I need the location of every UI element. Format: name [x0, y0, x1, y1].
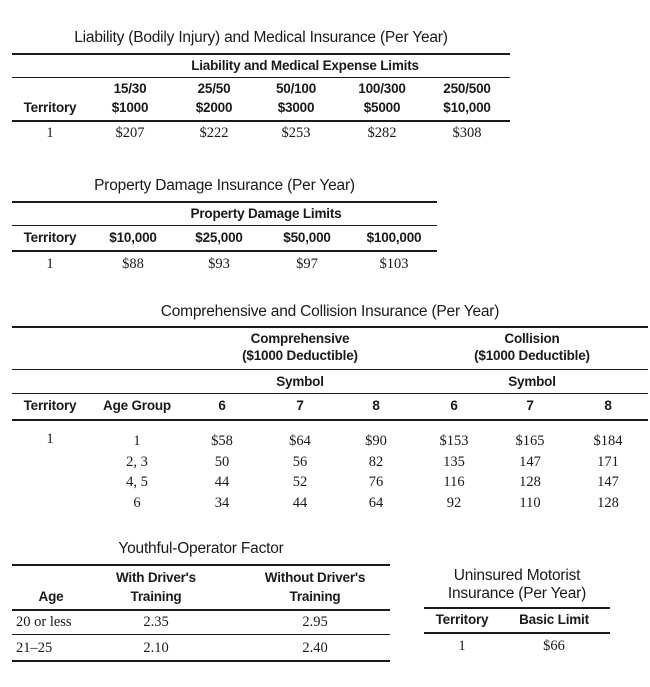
youthful-with-cell: 2.35	[143, 614, 169, 630]
collision-symbol-8-column	[582, 431, 634, 513]
liability-col-limit: 50/100	[275, 81, 317, 96]
liability-row-territory: 1	[46, 125, 54, 141]
comprehensive-cell: 52	[292, 474, 308, 490]
property-title: Property Damage Insurance (Per Year)	[94, 177, 355, 194]
youthful-header-rule	[12, 609, 390, 611]
comprehensive-cell: $90	[365, 433, 387, 449]
collision-deductible: ($1000 Deductible)	[474, 348, 590, 363]
comprehensive-cell: 64	[368, 494, 384, 511]
property-group-rule	[12, 225, 437, 226]
property-header-rule	[12, 250, 437, 252]
youthful-age-label: Age	[38, 589, 64, 604]
liability-cell: $207	[115, 125, 145, 141]
property-cell: $97	[296, 256, 318, 272]
comp-collision-title: Comprehensive and Collision Insurance (Per Year)	[160, 303, 500, 320]
symbol-col-header: 8	[372, 398, 380, 413]
comprehensive-cell: 44	[292, 494, 308, 511]
liability-cell: $222	[199, 125, 229, 141]
age-group-label: Age Group	[103, 398, 171, 413]
comprehensive-cell: $64	[289, 433, 311, 449]
comprehensive-cell: 56	[292, 453, 308, 470]
collision-cell: $184	[593, 433, 623, 449]
youthful-age-cell: 21–25	[16, 640, 53, 656]
comprehensive-cell: 76	[368, 474, 384, 490]
uninsured-basic-limit-cell: $66	[543, 638, 565, 654]
comp-collision-header-rule	[12, 419, 648, 421]
symbol-col-header: 7	[296, 398, 304, 413]
collision-cell: 92	[446, 494, 462, 511]
uninsured-header-rule	[424, 632, 610, 634]
property-group-header: Property Damage Limits	[190, 206, 342, 221]
age-group-cell: 4, 5	[126, 474, 148, 490]
property-top-rule	[12, 201, 437, 203]
liability-col-limit: 100/300	[358, 81, 406, 96]
age-group-column	[94, 431, 180, 513]
uninsured-territory-cell: 1	[458, 638, 466, 654]
comprehensive-cell: 34	[214, 494, 230, 511]
collision-symbol-label: Symbol	[508, 374, 556, 389]
comp-collision-top-rule	[12, 326, 648, 328]
comprehensive-cell: 82	[368, 453, 384, 470]
liability-cell: $282	[367, 125, 397, 141]
uninsured-title-2: Insurance (Per Year)	[447, 585, 587, 602]
uninsured-top-rule	[424, 607, 610, 609]
uninsured-territory-label: Territory	[435, 612, 489, 627]
without-training-header: Without Driver's	[264, 570, 366, 585]
uninsured-basic-limit-label: Basic Limit	[519, 612, 589, 627]
comprehensive-deductible: ($1000 Deductible)	[242, 348, 358, 363]
liability-col-deductible: $10,000	[443, 100, 491, 115]
liability-col-deductible: $5000	[363, 100, 401, 115]
liability-territory-label: Territory	[23, 100, 77, 115]
property-col-header: $25,000	[195, 230, 243, 245]
youthful-age-cell: 20 or less	[16, 614, 72, 630]
comprehensive-header: Comprehensive	[250, 331, 350, 346]
symbol-col-header: 6	[218, 398, 226, 413]
collision-symbol-7-column	[504, 431, 556, 513]
youthful-bottom-rule	[12, 660, 390, 662]
without-training-header-2: Training	[289, 589, 341, 604]
comprehensive-cell: 44	[214, 474, 230, 490]
collision-cell: $165	[515, 433, 545, 449]
with-training-header: With Driver's	[115, 570, 196, 585]
youthful-title: Youthful-Operator Factor	[118, 540, 284, 557]
age-group-cell: 2, 3	[126, 453, 148, 470]
liability-col-deductible: $2000	[195, 100, 233, 115]
symbol-col-header: 8	[604, 398, 612, 413]
liability-col-deductible: $3000	[277, 100, 315, 115]
property-col-header: $10,000	[109, 230, 157, 245]
collision-cell: 147	[519, 453, 541, 470]
collision-cell: 135	[443, 453, 465, 470]
youthful-with-cell: 2.10	[143, 640, 169, 656]
liability-col-limit: 25/50	[197, 81, 231, 96]
youthful-without-cell: 2.40	[302, 640, 328, 656]
youthful-row-rule	[12, 634, 390, 635]
comprehensive-symbol-label: Symbol	[276, 374, 324, 389]
uninsured-title: Uninsured Motorist	[453, 567, 581, 584]
liability-cell: $253	[281, 125, 311, 141]
collision-cell: 171	[597, 453, 619, 470]
age-group-cell: 6	[133, 494, 141, 511]
collision-cell: 128	[597, 494, 619, 511]
comp-collision-territory: 1	[46, 431, 54, 447]
liability-group-header: Liability and Medical Expense Limits	[191, 58, 419, 73]
liability-col-limit: 250/500	[443, 81, 491, 96]
comp-collision-territory-label: Territory	[23, 398, 77, 413]
comp-collision-group-rule	[12, 369, 648, 370]
property-cell: $103	[379, 256, 409, 272]
youthful-top-rule	[12, 564, 390, 566]
liability-header-rule	[12, 120, 510, 122]
property-col-header: $50,000	[283, 230, 331, 245]
liability-col-deductible: $1000	[111, 100, 149, 115]
liability-title: Liability (Bodily Injury) and Medical Insurance (Per Year)	[74, 29, 448, 46]
comprehensive-symbol-7-column	[278, 431, 322, 513]
property-territory-label: Territory	[23, 230, 77, 245]
collision-cell: 147	[597, 474, 619, 490]
liability-col-limit: 15/30	[113, 81, 147, 96]
youthful-without-cell: 2.95	[302, 614, 328, 630]
comprehensive-cell: 50	[214, 453, 230, 470]
liability-group-rule	[12, 77, 510, 78]
symbol-col-header: 6	[450, 398, 458, 413]
comprehensive-symbol-6-column	[200, 431, 244, 513]
comprehensive-cell: $58	[211, 433, 233, 449]
collision-header: Collision	[504, 331, 560, 346]
property-col-header: $100,000	[366, 230, 422, 245]
comp-collision-symbol-rule	[12, 393, 648, 394]
collision-cell: 116	[443, 474, 465, 490]
property-row-territory: 1	[46, 256, 54, 272]
collision-symbol-6-column	[428, 431, 480, 513]
collision-cell: $153	[439, 433, 469, 449]
symbol-col-header: 7	[526, 398, 534, 413]
age-group-cell: 1	[133, 433, 141, 449]
liability-top-rule	[12, 53, 510, 55]
property-cell: $88	[122, 256, 144, 272]
comprehensive-symbol-8-column	[354, 431, 398, 513]
with-training-header-2: Training	[130, 589, 182, 604]
property-cell: $93	[208, 256, 230, 272]
collision-cell: 110	[519, 494, 541, 511]
liability-cell: $308	[452, 125, 482, 141]
collision-cell: 128	[519, 474, 541, 490]
